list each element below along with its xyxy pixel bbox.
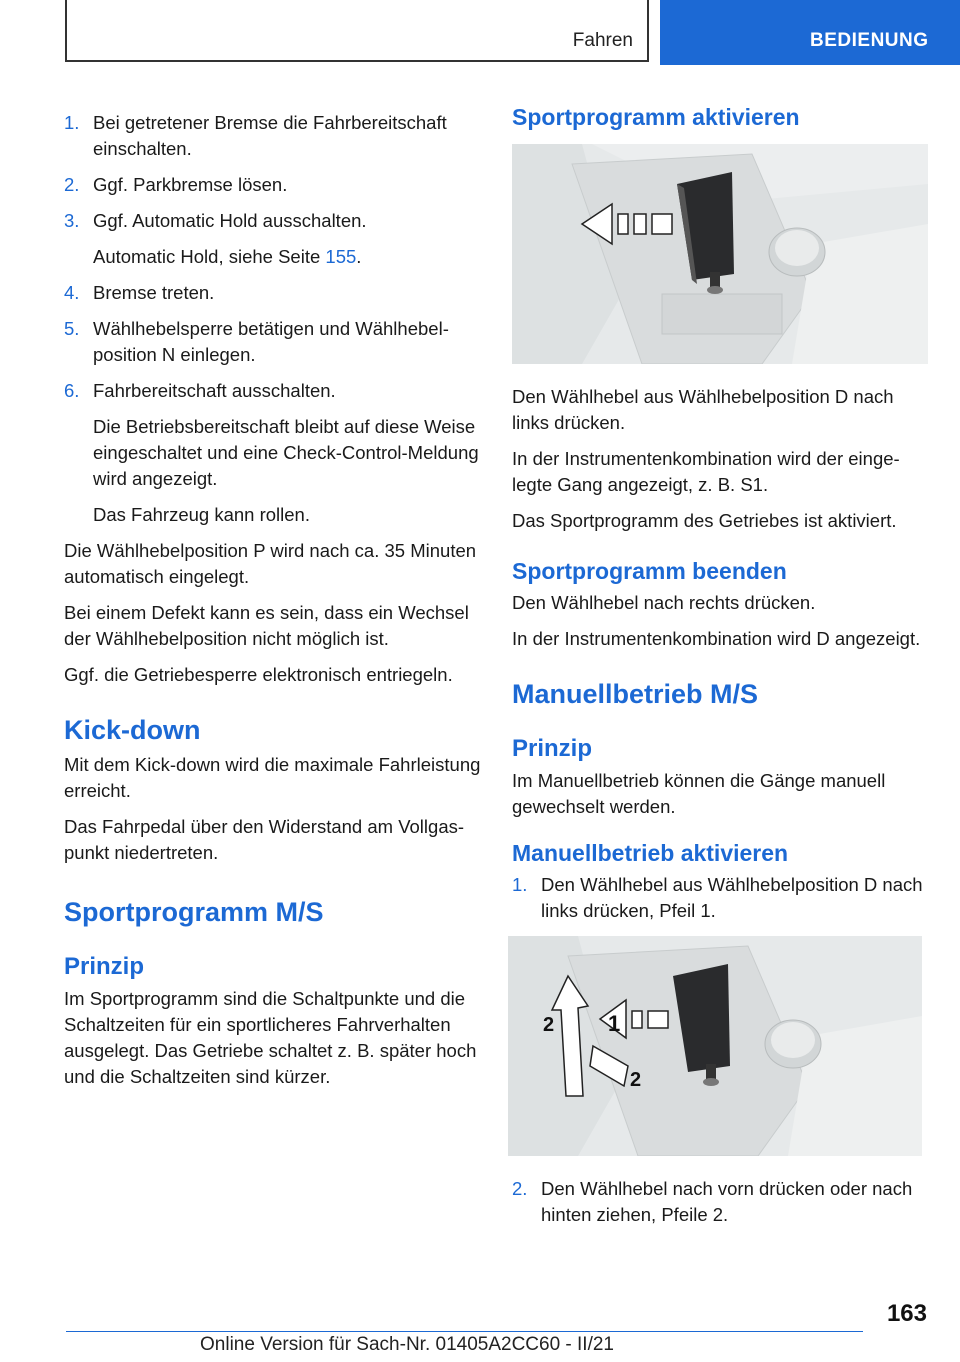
paragraph: Das Sportprogramm des Getriebes ist aktiviert.	[512, 510, 897, 531]
list-item	[64, 172, 482, 198]
paragraph: Ggf. die Getriebesperre elektronisch entriegeln.	[64, 664, 453, 685]
header-section-label: Fahren	[572, 30, 633, 51]
gear-selector-illustration-2	[508, 936, 922, 1156]
step-subtext: Das Fahrzeug kann rollen.	[93, 504, 310, 525]
list-item	[64, 316, 482, 368]
page-reference-link[interactable]: 155	[325, 246, 357, 267]
subsection-heading-manual-activate: Manuellbetrieb aktivieren	[512, 840, 789, 866]
list-item	[64, 280, 482, 306]
paragraph: Das Fahrpedal über den Widerstand am Vollgaspunkt niedertreten.	[64, 816, 465, 863]
arrow-label-2b: 2	[630, 1069, 642, 1091]
step-number: 4.	[64, 282, 80, 303]
step-text: Den Wählhebel nach vorn drücken oder nach hinten ziehen, Pfeile 2.	[541, 1178, 913, 1225]
arrow-label-1: 1	[608, 1011, 621, 1036]
step-number: 1.	[512, 874, 528, 895]
footer-divider	[66, 1331, 863, 1332]
list-item	[64, 378, 482, 528]
list-item	[64, 110, 482, 162]
section-heading-manual: Manuellbetrieb M/S	[512, 679, 759, 709]
header-chapter-tab	[660, 0, 960, 65]
header-section-tab	[65, 0, 649, 62]
step-subtext: Die Betriebsbereitschaft bleibt auf diese Weise eingeschaltet und eine Check-Control-Meldung wird angezeigt.	[93, 416, 479, 489]
list-item	[64, 208, 482, 270]
gear-selector-illustration-1	[512, 144, 928, 364]
step-text: Fahrbereitschaft ausschalten.	[93, 380, 336, 401]
right-column	[512, 104, 932, 1238]
list-item	[512, 872, 932, 924]
page-number: 163	[886, 1300, 927, 1327]
left-column	[64, 110, 482, 1100]
arrow-label-2a: 2	[543, 1014, 555, 1036]
step-text: Bremse treten.	[93, 282, 215, 303]
step-number: 1.	[64, 112, 80, 133]
paragraph: In der Instrumentenkombination wird D angezeigt.	[512, 628, 921, 649]
paragraph: Bei einem Defekt kann es sein, dass ein Wechsel der Wählhebelposition nicht möglich ist.	[64, 602, 469, 649]
subsection-heading-sport-activate: Sportprogramm aktivieren	[512, 104, 800, 130]
step-number: 6.	[64, 380, 80, 401]
step-text: Ggf. Parkbremse lösen.	[93, 174, 288, 195]
step-text: Bei getretener Bremse die Fahrbereitschaft einschalten.	[93, 112, 447, 159]
step-number: 2.	[64, 174, 80, 195]
step-subtext: Automatic Hold, siehe Seite 155.	[93, 246, 362, 267]
section-heading-kickdown: Kick-down	[64, 715, 201, 745]
step-number: 2.	[512, 1178, 528, 1199]
subsection-heading-sport-deactivate: Sportprogramm beenden	[512, 558, 787, 584]
header-chapter-label: BEDIENUNG	[810, 30, 929, 51]
paragraph: Den Wählhebel nach rechts drücken.	[512, 592, 816, 613]
paragraph: Mit dem Kick-down wird die maximale Fahrleistung erreicht.	[64, 754, 481, 801]
step-number: 5.	[64, 318, 80, 339]
footer-online-version: Online Version für Sach-Nr. 01405A2CC60 - II/21	[200, 1334, 615, 1355]
step-text: Den Wählhebel aus Wählhebelposition D nach links drücken, Pfeil 1.	[541, 874, 923, 921]
paragraph: Im Manuellbetrieb können die Gänge manuell gewechselt werden.	[512, 770, 886, 817]
subsection-heading-manual-prinzip: Prinzip	[512, 735, 593, 762]
step-number: 3.	[64, 210, 80, 231]
step-text: Wählhebelsperre betätigen und Wählhebelposition N einlegen.	[93, 318, 449, 365]
subsection-heading-prinzip: Prinzip	[64, 953, 145, 980]
step-text: Ggf. Automatic Hold ausschalten.	[93, 210, 367, 231]
section-heading-sportprogramm: Sportprogramm M/S	[64, 897, 324, 927]
list-item	[512, 1176, 932, 1228]
paragraph: Im Sportprogramm sind die Schaltpunkte und die Schaltzeiten für ein sportlicheres Fahrverhalten ausgelegt. Das Getriebe schaltet z. B. später hoch und die Schaltzeiten sind kürzer.	[64, 988, 477, 1087]
paragraph: In der Instrumentenkombination wird der eingelegte Gang angezeigt, z. B. S1.	[512, 448, 900, 495]
paragraph: Die Wählhebelposition P wird nach ca. 35 Minuten automatisch eingelegt.	[64, 540, 477, 587]
paragraph: Den Wählhebel aus Wählhebelposition D nach links drücken.	[512, 386, 894, 433]
